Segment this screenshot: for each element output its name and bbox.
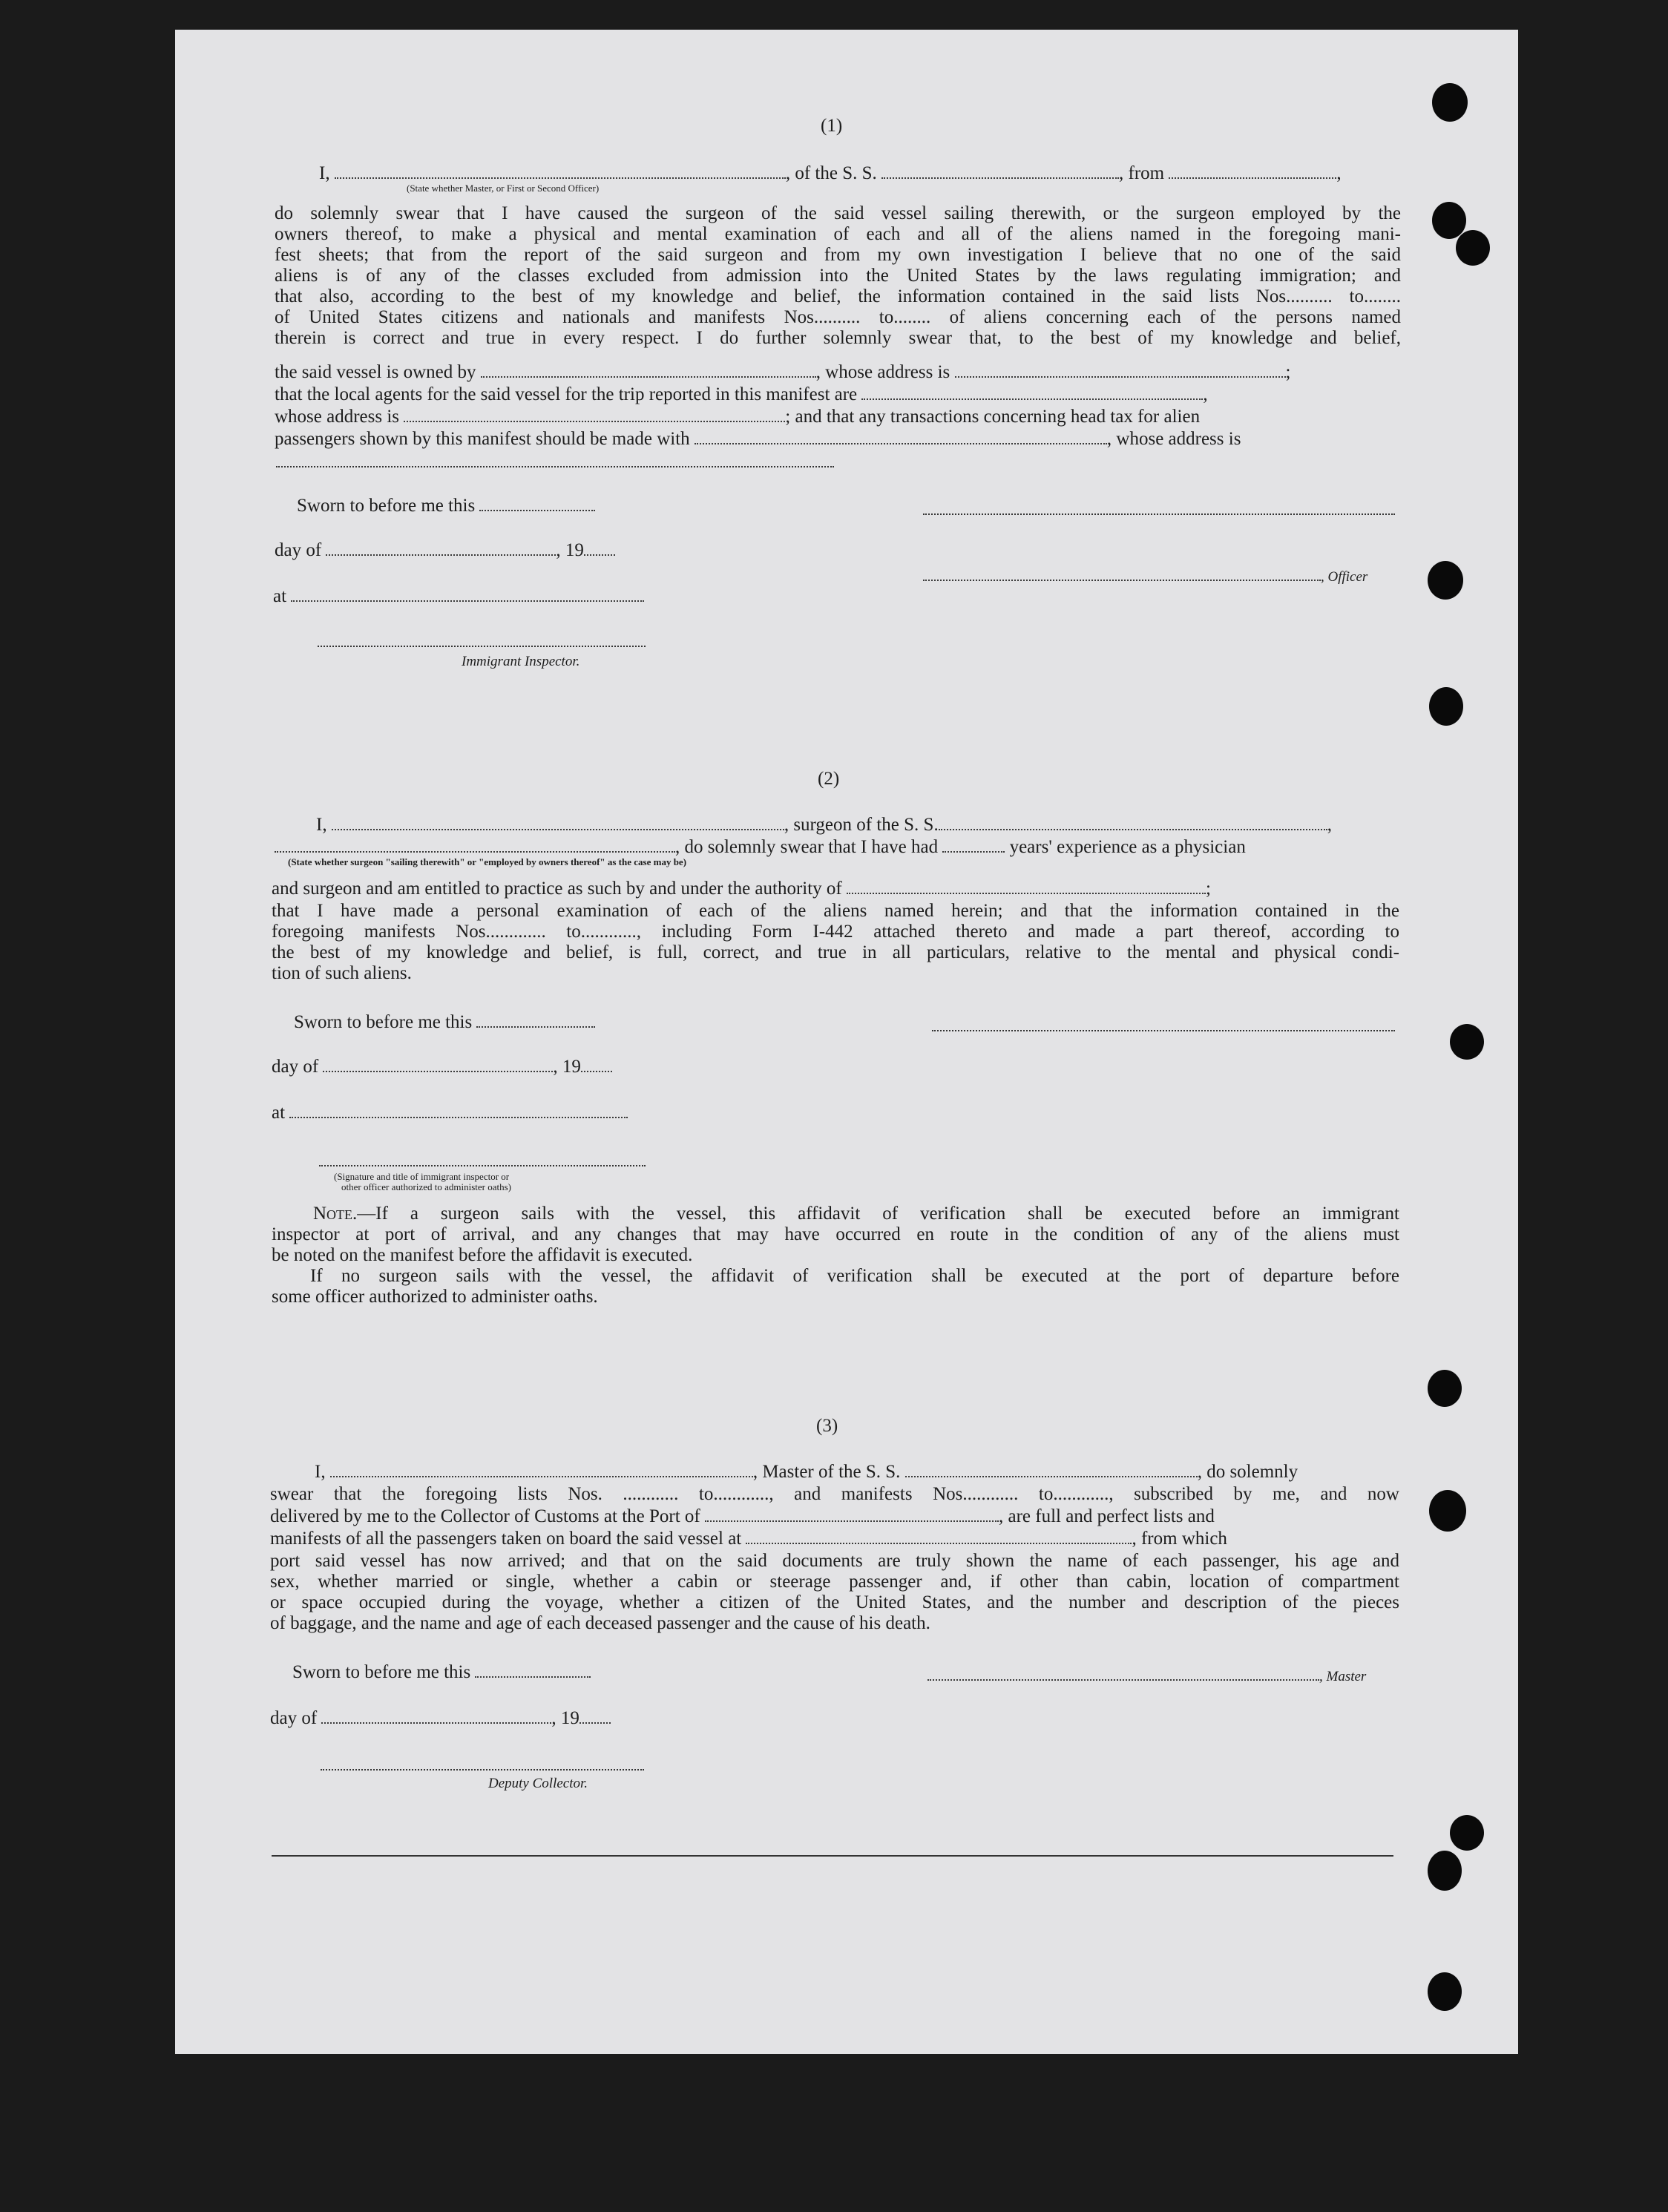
vessel-name-field[interactable]: [905, 1463, 1198, 1477]
label: Sworn to before me this: [297, 496, 476, 516]
label: at: [273, 586, 287, 606]
text-line: therein is correct and true in every respect. I do further solemnly swear that, to the best of my knowledge and belief,: [275, 328, 1401, 348]
binder-hole: [1428, 1851, 1462, 1891]
text: —If a surgeon sails with the vessel, this affidavit of verification shall be executed before an immigrant: [357, 1204, 1399, 1224]
oath-paragraph: [275, 203, 1401, 349]
text-line: be noted on the manifest before the affidavit is executed.: [272, 1245, 693, 1265]
section-number: (3): [816, 1416, 838, 1436]
label: Sworn to before me this: [294, 1012, 473, 1032]
text-line: fest sheets; that from the report of the said surgeon and from my own investigation I believe that no one of the said: [275, 245, 1401, 265]
label: , Master: [1319, 1669, 1367, 1684]
at-line: [272, 1103, 628, 1123]
authority-line: [272, 879, 1211, 899]
label: , from which: [1132, 1529, 1227, 1549]
label: , whose address is: [1106, 429, 1241, 449]
binder-hole: [1450, 1815, 1484, 1851]
section-number: (1): [821, 116, 843, 136]
text-line: foregoing manifests Nos............. to............, including Form I-442 attached thereto and made a part thereof, according to: [272, 922, 1399, 942]
master-signature-line: [927, 1665, 1366, 1687]
label: I,: [316, 815, 327, 835]
location-field[interactable]: [291, 587, 644, 602]
year-field[interactable]: [581, 1057, 612, 1072]
surgeon-name-field[interactable]: [332, 815, 784, 830]
head-tax-line: [275, 429, 1241, 450]
field-note: (State whether Master, or First or Second Officer): [407, 183, 600, 194]
label: , surgeon of the S. S.: [784, 815, 939, 835]
text-line: [272, 1266, 1399, 1287]
label: that the local agents for the said vessel for the trip reported in this manifest are: [275, 384, 858, 404]
officer-line: [923, 565, 1367, 588]
master-signature-field[interactable]: [927, 1666, 1319, 1681]
authority-field[interactable]: [847, 879, 1206, 894]
experience-line: [275, 837, 1246, 858]
label: , are full and perfect lists and: [999, 1506, 1215, 1526]
binder-hole: [1432, 83, 1468, 122]
officer-signature-field[interactable]: [923, 566, 1321, 581]
year-field[interactable]: [579, 1709, 611, 1724]
label: ,: [1327, 815, 1332, 835]
label: whose address is: [275, 407, 400, 427]
text-line: of United States citizens and nationals and manifests Nos.......... to........ of aliens concerning each of the persons named: [275, 307, 1401, 327]
label: I,: [319, 163, 330, 183]
label: the said vessel is owned by: [275, 362, 476, 382]
agent-address-field[interactable]: [404, 407, 785, 422]
text-line: swear that the foregoing lists Nos. ............ to............, and manifests Nos............ to............, subscribed by me, and now: [270, 1484, 1399, 1504]
signature-field[interactable]: [932, 1030, 1395, 1031]
declarant-line: [319, 163, 1342, 184]
sworn-line: [297, 496, 595, 516]
surgeon-paragraph: [272, 901, 1399, 984]
label: ;: [1285, 362, 1291, 382]
signature-caption: Immigrant Inspector.: [462, 654, 580, 669]
label: manifests of all the passengers taken on board the said vessel at: [270, 1529, 742, 1549]
binder-hole: [1429, 1490, 1466, 1532]
label: day of: [270, 1708, 318, 1728]
label: I,: [315, 1462, 326, 1482]
label: , 19: [553, 1057, 581, 1077]
month-field[interactable]: [323, 1057, 553, 1072]
text-line: sex, whether married or single, whether a cabin or steerage passenger and, if other than cabin, location of compartment: [270, 1572, 1399, 1592]
year-field[interactable]: [584, 541, 615, 556]
sworn-line: [292, 1662, 591, 1683]
head-tax-contact-field[interactable]: [695, 430, 1107, 444]
address-field[interactable]: [276, 466, 834, 467]
label: ,: [1336, 163, 1342, 183]
surgeon-line: [316, 815, 1332, 836]
agent-address-line: [275, 407, 1200, 427]
label: years' experience as a physician: [1009, 837, 1246, 857]
label: , Master of the S. S.: [752, 1462, 901, 1482]
sworn-date-field[interactable]: [475, 1663, 591, 1678]
label: , 19: [551, 1708, 579, 1728]
origin-port-field[interactable]: [1169, 164, 1336, 179]
embarkation-port-field[interactable]: [746, 1529, 1132, 1544]
label: , Officer: [1321, 569, 1368, 585]
text-line: [272, 1204, 1399, 1224]
label: ; and that any transactions concerning head tax for alien: [785, 407, 1201, 427]
label: , do solemnly: [1197, 1462, 1298, 1482]
text: If no surgeon sails with the vessel, the affidavit of verification shall be executed at the port of departure before: [310, 1266, 1399, 1286]
surgeon-status-field[interactable]: [275, 838, 675, 853]
month-field[interactable]: [326, 541, 556, 556]
manifests-line: [270, 1529, 1227, 1549]
port-field[interactable]: [705, 1507, 999, 1522]
local-agents-field[interactable]: [861, 385, 1203, 400]
text-line: owners thereof, to make a physical and mental examination of each and all of the aliens named in the foregoing mani-: [275, 224, 1401, 244]
master-line: [315, 1462, 1298, 1483]
text-line: aliens is of any of the classes excluded from admission into the United States by the laws regulating immigration; and: [275, 266, 1401, 286]
master-name-field[interactable]: [330, 1463, 753, 1477]
binder-hole: [1432, 202, 1466, 239]
text-line: that I have made a personal examination of each of the aliens named herein; and that the information contained in the: [272, 901, 1399, 921]
owner-line: [275, 362, 1290, 383]
day-line: [270, 1708, 611, 1729]
signature-caption: other officer authorized to administer oaths): [341, 1181, 511, 1192]
deputy-signature-field[interactable]: [321, 1769, 644, 1770]
text-line: the best of my knowledge and belief, is full, correct, and true in all particulars, relative to the mental and physical condi-: [272, 942, 1399, 962]
text-line: inspector at port of arrival, and any changes that may have occurred en route in the condition of any of the aliens must: [272, 1224, 1399, 1244]
sworn-line: [294, 1012, 595, 1033]
inspector-signature-field[interactable]: [319, 1165, 646, 1166]
binder-hole: [1428, 1972, 1462, 2011]
label: , from: [1119, 163, 1165, 183]
master-name-field[interactable]: [335, 164, 786, 179]
signature-caption: Deputy Collector.: [488, 1776, 588, 1791]
note-label: Note.: [313, 1204, 358, 1224]
field-note: (State whether surgeon "sailing therewith" or "employed by owners thereof" as the case may be): [288, 856, 687, 867]
text-line: some officer authorized to administer oaths.: [272, 1287, 598, 1307]
location-field[interactable]: [289, 1103, 628, 1118]
label: day of: [272, 1057, 319, 1077]
master-paragraph: [270, 1484, 1399, 1505]
delivered-line: [270, 1506, 1215, 1527]
day-line: [275, 540, 615, 561]
section-number: (2): [818, 769, 840, 789]
label: , do solemnly swear that I have had: [675, 837, 939, 857]
text-line: tion of such aliens.: [272, 963, 412, 983]
label: Sworn to before me this: [292, 1662, 471, 1682]
label: ,: [1203, 384, 1208, 404]
note-paragraph: [272, 1204, 1399, 1307]
label: day of: [275, 540, 322, 560]
text-line: of baggage, and the name and age of each deceased passenger and the cause of his death.: [270, 1613, 930, 1633]
at-line: [273, 586, 644, 607]
owner-field[interactable]: [481, 363, 816, 378]
binder-hole: [1429, 687, 1463, 726]
label: ;: [1206, 879, 1211, 899]
binder-hole: [1456, 230, 1490, 266]
text-line: or space occupied during the voyage, whether a citizen of the United States, and the number and description of the pieces: [270, 1592, 1399, 1612]
inspector-signature-field[interactable]: [318, 646, 646, 647]
binder-hole: [1450, 1024, 1484, 1060]
binder-hole: [1428, 1370, 1462, 1407]
vessel-name-field[interactable]: [881, 164, 1119, 179]
years-field[interactable]: [942, 838, 1005, 853]
owner-address-field[interactable]: [955, 363, 1286, 378]
master-paragraph-2: [270, 1551, 1399, 1634]
label: at: [272, 1103, 286, 1123]
vessel-name-field[interactable]: [939, 815, 1327, 830]
label: , whose address is: [815, 362, 950, 382]
sworn-date-field[interactable]: [476, 1013, 595, 1028]
agents-line: [275, 384, 1208, 405]
label: delivered by me to the Collector of Customs at the Port of: [270, 1506, 700, 1526]
bottom-divider: [272, 1855, 1393, 1857]
label: , 19: [556, 540, 584, 560]
binder-hole: [1428, 561, 1463, 600]
label: and surgeon and am entitled to practice as such by and under the authority of: [272, 879, 842, 899]
month-field[interactable]: [321, 1709, 551, 1724]
label: passengers shown by this manifest should be made with: [275, 429, 690, 449]
sworn-date-field[interactable]: [479, 496, 595, 511]
day-line: [272, 1057, 612, 1077]
signature-field[interactable]: [923, 513, 1395, 515]
text-line: that also, according to the best of my knowledge and belief, the information contained in the said lists Nos.......... to........: [275, 286, 1401, 306]
text-line: do solemnly swear that I have caused the surgeon of the said vessel sailing therewith, or the surgeon employed by the: [275, 203, 1401, 223]
signature-caption: (Signature and title of immigrant inspector or: [334, 1171, 510, 1182]
text-line: port said vessel has now arrived; and that on the said documents are truly shown the name of each passenger, his age and: [270, 1551, 1399, 1571]
label: , of the S. S.: [785, 163, 877, 183]
